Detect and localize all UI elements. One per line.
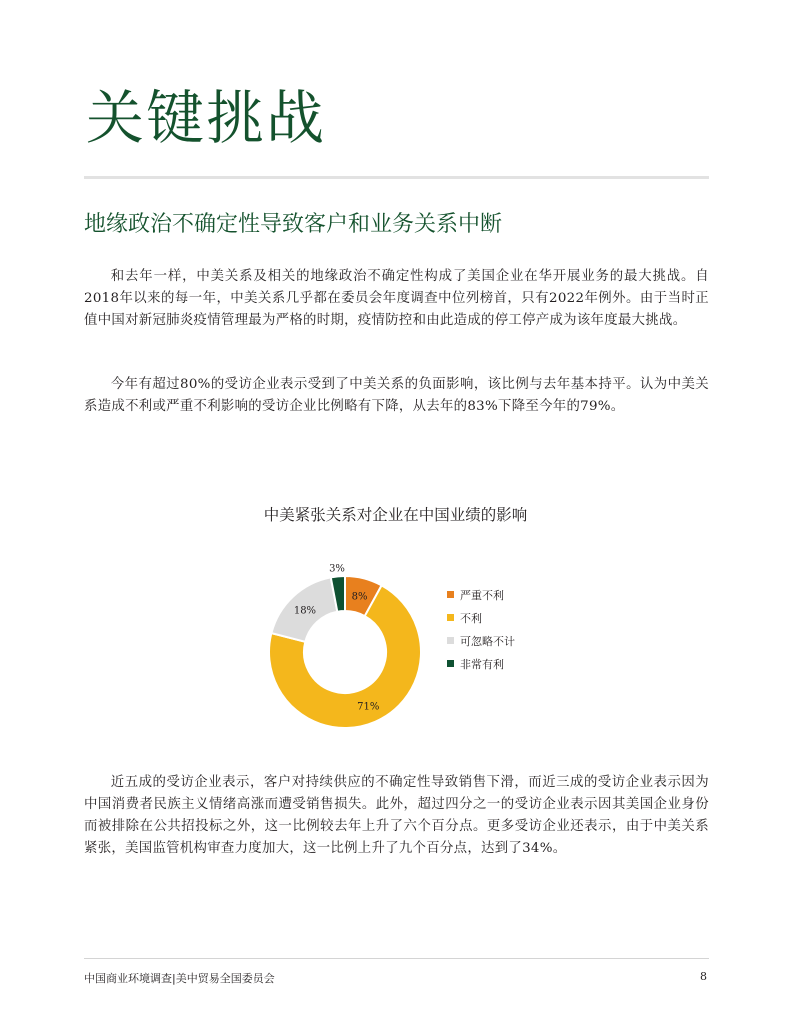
legend-label: 可忽略不计 [460, 634, 515, 648]
page-title: 关键挑战 [86, 84, 327, 152]
footer-source: 中国商业环境调查|美中贸易全国委员会 [84, 972, 275, 985]
legend-item-severe [447, 583, 515, 606]
legend-item-very-positive [447, 652, 515, 675]
page-number: 8 [700, 970, 707, 983]
chart-legend [447, 583, 515, 675]
legend-item-negligible [447, 629, 515, 652]
slice-label-severe: 8% [351, 591, 368, 603]
title-divider [84, 176, 709, 179]
slice-label-unfavorable: 71% [357, 701, 380, 713]
slice-label-very-favorable: 3% [329, 563, 345, 575]
slice-label-negligible: 18% [293, 605, 317, 617]
chart-title: 中美紧张关系对企业在中国业绩的影响 [263, 506, 528, 524]
body-paragraph-1: 和去年一样，中美关系及相关的地缘政治不确定性构成了美国企业在华开展业务的最大挑战。自2018年以来的每一年，中美关系几乎都在委员会年度调查中位列榜首，只有2022年例外。由于当时正值中国对新冠肺炎疫情管理最为严格的时期，疫情防控和由此造成的停工停产成为该年度最大挑战。 [84, 269, 709, 328]
section-heading: 地缘政治不确定性导致客户和业务关系中断 [84, 212, 503, 237]
legend-label: 严重不利 [460, 588, 504, 602]
legend-label: 不利 [460, 611, 482, 625]
footer-divider [84, 958, 709, 959]
legend-item-negative [447, 606, 515, 629]
body-paragraph-2: 今年有超过80%的受访企业表示受到了中美关系的负面影响，该比例与去年基本持平。认为中美关系造成不利或严重不利影响的受访企业比例略有下降，从去年的83%下降至今年的79%。 [84, 377, 709, 414]
legend-swatch [447, 614, 454, 621]
legend-swatch [447, 660, 454, 667]
legend-swatch [447, 591, 454, 598]
body-paragraph-3: 近五成的受访企业表示，客户对持续供应的不确定性导致销售下滑，而近三成的受访企业表示因为中国消费者民族主义情绪高涨而遭受销售损失。此外，超过四分之一的受访企业表示因其美国企业身份而被排除在公共招投标之外，这一比例较去年上升了六个百分点。更多受访企业还表示，由于中美关系紧张，美国监管机构审查力度加大，这一比例上升了九个百分点，达到了34%。 [84, 775, 709, 856]
legend-swatch [447, 637, 454, 644]
legend-label: 非常有利 [460, 657, 504, 671]
